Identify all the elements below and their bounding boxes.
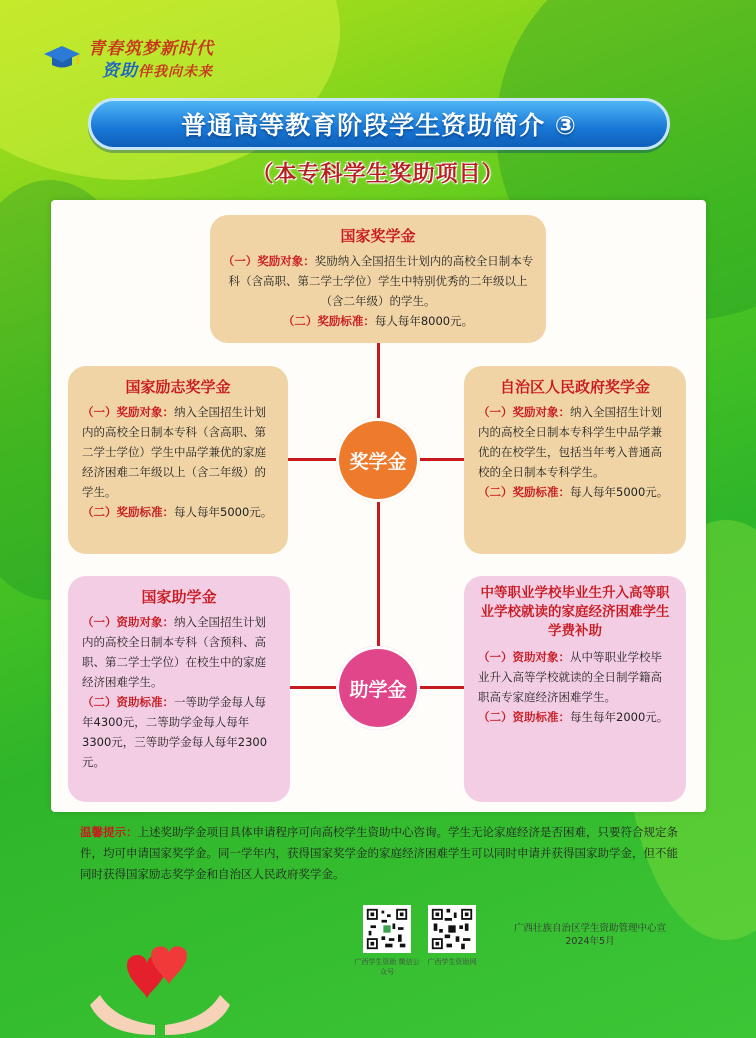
card-obj-label: （一）奖励对象： bbox=[478, 405, 570, 419]
connector-line bbox=[377, 500, 380, 650]
issuer-credit bbox=[500, 922, 680, 948]
national-scholarship-card bbox=[210, 215, 546, 343]
national-grant-card bbox=[68, 576, 290, 802]
logo-slogan-line1: 青春筑梦新时代 bbox=[88, 39, 214, 59]
card-std-label: （二）资助标准： bbox=[82, 695, 174, 709]
card-std-text: 每生每年2000元。 bbox=[570, 710, 669, 724]
card-std-label: （二）奖励标准： bbox=[478, 485, 570, 499]
campaign-logo bbox=[42, 32, 242, 84]
card-obj-label: （一）奖励对象： bbox=[222, 254, 315, 268]
card-body bbox=[222, 251, 534, 331]
tip-label: 温馨提示： bbox=[80, 825, 138, 839]
vocational-grant-card bbox=[464, 576, 686, 802]
card-obj-label: （一）资助对象： bbox=[82, 615, 174, 629]
card-body bbox=[478, 647, 672, 727]
card-obj-text: 从中等职业学校毕业升入高等学校就读的全日制学籍高职高专家庭经济困难学生。 bbox=[478, 650, 662, 704]
card-obj-text: 纳入全国招生计划内的高校全日制本专科（含高职、第二学士学位）学生中品学兼优的家庭经济困难二年级以上（含二年级）的学生。 bbox=[82, 405, 266, 499]
connector-line bbox=[377, 342, 380, 422]
card-std-text: 一等助学金每人每年4300元，二等助学金每人每年3300元，三等助学金每人每年2300元。 bbox=[82, 695, 268, 769]
card-obj-label: （一）资助对象： bbox=[478, 650, 570, 664]
qr-code-website bbox=[428, 905, 476, 953]
title-banner bbox=[88, 98, 670, 150]
regional-scholarship-card bbox=[464, 366, 686, 554]
encouragement-scholarship-card bbox=[68, 366, 288, 554]
card-std-text: 每人每年5000元。 bbox=[570, 485, 669, 499]
card-std-label: （二）奖励标准： bbox=[82, 505, 174, 519]
tip-text: 上述奖助学金项目具体申请程序可向高校学生资助中心咨询。学生无论家庭经济是否困难，只要符合规定条件，均可申请国家奖学金。同一学年内，获得国家奖学金的家庭经济困难学生可以同时申请并获得国家助学金，但不能同时获得国家励志奖学金和自治区人民政府奖学金。 bbox=[80, 825, 678, 881]
hands-hearts-illustration bbox=[85, 935, 235, 1038]
grant-hub-label: 助学金 bbox=[349, 678, 407, 701]
card-title: 自治区人民政府奖学金 bbox=[499, 378, 650, 396]
card-title: 中等职业学校毕业生升入高等职业学校就读的家庭经济困难学生学费补助 bbox=[480, 585, 670, 639]
card-obj-label: （一）奖励对象： bbox=[82, 405, 174, 419]
qr-label-wechat: 广西学生资助 微信公众号 bbox=[354, 958, 420, 976]
issuer-name: 广西壮族自治区学生资助管理中心宣 bbox=[513, 923, 666, 934]
card-obj-text: 纳入全国招生计划内的高校全日制本专科（含预科、高职、第二学士学位）在校生中的家庭经济困难学生。 bbox=[82, 615, 266, 689]
card-obj-text: 奖励纳入全国招生计划内的高校全日制本专科（含高职、第二学士学位）学生中特别优秀的二年级以上（含二年级）的学生。 bbox=[228, 254, 534, 308]
card-title: 国家助学金 bbox=[141, 588, 217, 606]
logo-slogan-line2: 资助伴我向未来 bbox=[102, 61, 213, 81]
card-title: 国家奖学金 bbox=[340, 227, 416, 245]
card-body bbox=[478, 402, 672, 502]
scholarship-hub-label: 奖学金 bbox=[349, 450, 407, 473]
qr-code-wechat bbox=[363, 905, 411, 953]
card-std-text: 每人每年8000元。 bbox=[374, 314, 474, 328]
card-std-text: 每人每年5000元。 bbox=[174, 505, 273, 519]
qr-label-website: 广西学生资助网 bbox=[427, 958, 477, 966]
card-std-label: （二）资助标准： bbox=[478, 710, 570, 724]
graduation-cap-icon bbox=[42, 42, 82, 72]
issue-date: 2024年5月 bbox=[565, 936, 615, 947]
card-obj-text: 纳入全国招生计划内的高校全日制本专科学生中品学兼优的在校学生，包括当年考入普通高校的全日制本专科学生。 bbox=[478, 405, 662, 479]
page-title: 普通高等教育阶段学生资助简介 ③ bbox=[181, 111, 577, 140]
grant-hub bbox=[336, 646, 420, 730]
card-body bbox=[82, 402, 274, 522]
warm-tip bbox=[80, 822, 680, 885]
background-swoosh bbox=[0, 0, 340, 180]
page-subtitle: （本专科学生奖助项目） bbox=[251, 162, 505, 187]
card-std-label: （二）奖励标准： bbox=[282, 314, 375, 328]
card-title: 国家励志奖学金 bbox=[125, 378, 231, 396]
scholarship-hub bbox=[336, 418, 420, 502]
card-body bbox=[82, 612, 276, 772]
